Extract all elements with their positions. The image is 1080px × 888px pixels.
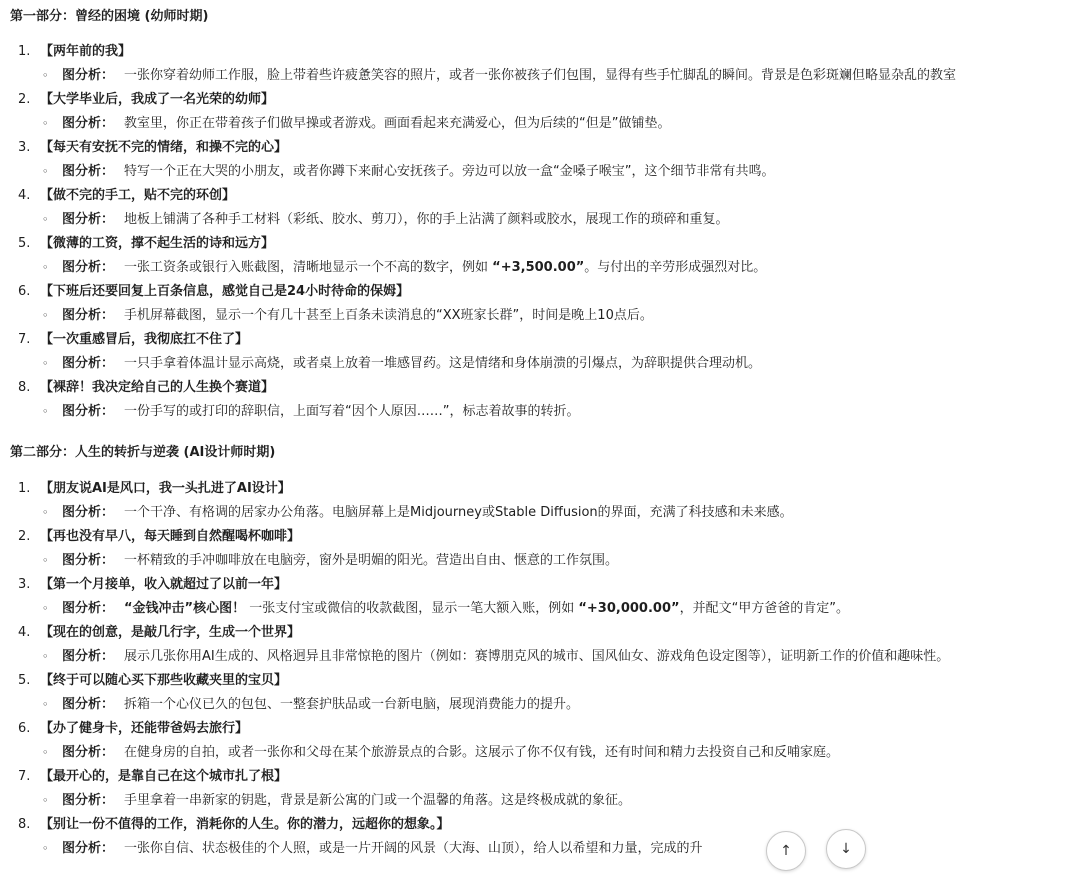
item-title: 【朋友说AI是风口，我一头扎进了AI设计】 [40, 481, 291, 496]
bullet-icon: ◦ [42, 554, 49, 567]
bullet-icon: ◦ [42, 213, 49, 226]
analysis-label: 图分析： [62, 212, 115, 227]
analysis-label: 图分析： [62, 308, 115, 323]
list-item [18, 813, 450, 832]
list-item [18, 184, 235, 203]
analysis-line [42, 837, 703, 856]
bullet-icon: ◦ [42, 357, 49, 370]
analysis-text: 一杯精致的手冲咖啡放在电脑旁，窗外是明媚的阳光。营造出自由、惬意的工作氛围。 [124, 553, 619, 568]
analysis-label: 图分析： [62, 553, 115, 568]
bullet-icon: ◦ [42, 165, 49, 178]
arrow-up-icon: ↑ [780, 843, 792, 859]
analysis-text: 一张你自信、状态极佳的个人照，或是一片开阔的风景（大海、山顶），给人以希望和力量，完成 [124, 841, 677, 856]
item-title: 【大学毕业后，我成了一名光荣的幼师】 [40, 92, 275, 107]
analysis-line [42, 256, 766, 275]
item-number: 1. [18, 44, 31, 59]
highlight-phrase: “金钱冲击”核心图！ [124, 601, 246, 616]
list-item [18, 717, 248, 736]
analysis-text: 一份手写的或打印的辞职信，上面写着“因个人原因……”，标志着故事的转折。 [124, 404, 580, 419]
analysis-line [42, 112, 671, 131]
analysis-line [42, 597, 849, 616]
bullet-icon: ◦ [42, 698, 49, 711]
scroll-down-button[interactable] [826, 829, 866, 869]
item-title: 【最开心的，是靠自己在这个城市扎了根】 [40, 769, 288, 784]
scroll-up-button[interactable] [766, 831, 806, 871]
analysis-text: 特写一个正在大哭的小朋友，或者你蹲下来耐心安抚孩子。旁边可以放一盒“金嗓子喉宝”，这个细节非常有共鸣。 [124, 164, 775, 179]
bullet-icon: ◦ [42, 309, 49, 322]
item-title: 【下班后还要回复上百条信息，感觉自己是24小时待命的保姆】 [40, 284, 410, 299]
analysis-line [42, 208, 729, 227]
item-number: 2. [18, 529, 31, 544]
list-item [18, 669, 287, 688]
analysis-text-tail: 的升 [676, 841, 703, 856]
item-title: 【微薄的工资，撑不起生活的诗和远方】 [40, 236, 275, 251]
list-item [18, 765, 287, 784]
analysis-label: 图分析： [62, 697, 115, 712]
item-number: 7. [18, 332, 31, 347]
list-item [18, 88, 274, 107]
analysis-line [42, 160, 775, 179]
item-number: 4. [18, 625, 31, 640]
list-item [18, 328, 248, 347]
analysis-text: 手里拿着一串新家的钥匙，背景是新公寓的门或一个温馨的角落。这是终极成就的象征。 [124, 793, 632, 808]
bullet-icon: ◦ [42, 602, 49, 615]
bullet-icon: ◦ [42, 69, 49, 82]
analysis-line [42, 549, 618, 568]
analysis-text: 拆箱一个心仪已久的包包、一整套护肤品或一台新电脑，展现消费能力的提升。 [124, 697, 580, 712]
list-item [18, 40, 131, 59]
analysis-label: 图分析： [62, 841, 115, 856]
list-item [18, 477, 291, 496]
bullet-icon: ◦ [42, 794, 49, 807]
analysis-label: 图分析： [62, 164, 115, 179]
section-title-part1: 第一部分：曾经的困境 (幼师时期) [10, 9, 209, 24]
item-number: 8. [18, 817, 31, 832]
arrow-down-icon: ↓ [840, 841, 852, 857]
item-title: 【再也没有早八，每天睡到自然醒喝杯咖啡】 [40, 529, 301, 544]
item-title: 【办了健身卡，还能带爸妈去旅行】 [40, 721, 249, 736]
analysis-text: 展示几张你用AI生成的、风格迥异且非常惊艳的图片（例如：赛博朋克风的城市、国风仙女、游戏角色设定图等），证明新工作的价值和趣味性。 [124, 649, 950, 664]
item-title: 【现在的创意，是敲几行字，生成一个世界】 [40, 625, 301, 640]
item-number: 4. [18, 188, 31, 203]
list-item [18, 232, 274, 251]
analysis-label: 图分析： [62, 404, 115, 419]
bullet-icon: ◦ [42, 261, 49, 274]
analysis-text: 一只手拿着体温计显示高烧，或者桌上放着一堆感冒药。这是情绪和身体崩溃的引爆点，为辞职提供合理动机。 [124, 356, 762, 371]
analysis-label: 图分析： [62, 793, 115, 808]
analysis-line [42, 693, 579, 712]
analysis-text: 一张你穿着幼师工作服，脸上带着些许疲惫笑容的照片，或者一张你被孩子们包围，显得有些手忙脚乱的瞬间。背景是色彩斑斓但略显杂乱的教室 [124, 68, 957, 83]
list-item [18, 376, 274, 395]
analysis-label: 图分析： [62, 356, 115, 371]
item-number: 5. [18, 673, 31, 688]
analysis-text: 地板上铺满了各种手工材料（彩纸、胶水、剪刀），你的手上沾满了颜料或胶水，展现工作的琐碎和重复。 [124, 212, 729, 227]
analysis-line [42, 304, 653, 323]
analysis-text: 教室里，你正在带着孩子们做早操或者游戏。画面看起来充满爱心，但为后续的“但是”做铺垫。 [124, 116, 671, 131]
bullet-icon: ◦ [42, 506, 49, 519]
list-item [18, 573, 287, 592]
analysis-line [42, 501, 793, 520]
item-number: 1. [18, 481, 31, 496]
item-number: 6. [18, 284, 31, 299]
item-title: 【两年前的我】 [40, 44, 132, 59]
analysis-label: 图分析： [62, 601, 115, 616]
item-number: 6. [18, 721, 31, 736]
analysis-line [42, 64, 956, 83]
analysis-line [42, 789, 631, 808]
bullet-icon: ◦ [42, 405, 49, 418]
list-item [18, 621, 300, 640]
item-title: 【别让一份不值得的工作，消耗你的人生。你的潜力，远超你的想象。】 [40, 817, 450, 832]
analysis-line [42, 645, 949, 664]
item-title: 【裸辞！我决定给自己的人生换个赛道】 [40, 380, 275, 395]
bullet-icon: ◦ [42, 842, 49, 855]
analysis-label: 图分析： [62, 745, 115, 760]
item-number: 3. [18, 140, 31, 155]
item-number: 3. [18, 577, 31, 592]
analysis-line [42, 400, 580, 419]
section-title-part2: 第二部分：人生的转折与逆袭 (AI设计师时期) [10, 445, 276, 460]
analysis-text: 一个干净、有格调的居家办公角落。电脑屏幕上是Midjourney或Stable Diffusion的界面，充满了科技感和未来感。 [124, 505, 793, 520]
amount-highlight: “+3,500.00” [492, 260, 585, 275]
bullet-icon: ◦ [42, 117, 49, 130]
analysis-label: 图分析： [62, 505, 115, 520]
analysis-text: 手机屏幕截图，显示一个有几十甚至上百条未读消息的“XX班家长群”，时间是晚上10点后。 [124, 308, 653, 323]
analysis-line [42, 352, 761, 371]
item-number: 2. [18, 92, 31, 107]
item-number: 5. [18, 236, 31, 251]
item-title: 【每天有安抚不完的情绪，和操不完的心】 [40, 140, 288, 155]
item-title: 【一次重感冒后，我彻底扛不住了】 [40, 332, 249, 347]
analysis-text-tail: 。与付出的辛劳形成强烈对比。 [584, 260, 767, 275]
bullet-icon: ◦ [42, 746, 49, 759]
list-item [18, 525, 300, 544]
analysis-label: 图分析： [62, 116, 115, 131]
analysis-text: 在健身房的自拍，或者一张你和父母在某个旅游景点的合影。这展示了你不仅有钱，还有时间和精力去投资自己和反哺家庭。 [124, 745, 840, 760]
analysis-text: 一张工资条或银行入账截图，清晰地显示一个不高的数字，例如 [124, 260, 493, 275]
item-title: 【做不完的手工，贴不完的环创】 [40, 188, 236, 203]
analysis-text: 一张支付宝或微信的收款截图，显示一笔大额入账，例如 [245, 601, 579, 616]
analysis-label: 图分析： [62, 260, 115, 275]
bullet-icon: ◦ [42, 650, 49, 663]
amount-highlight: “+30,000.00” [578, 601, 680, 616]
item-number: 8. [18, 380, 31, 395]
analysis-label: 图分析： [62, 68, 115, 83]
item-title: 【第一个月接单，收入就超过了以前一年】 [40, 577, 288, 592]
analysis-label: 图分析： [62, 649, 115, 664]
analysis-text-tail: ，并配文“甲方爸爸的肯定”。 [679, 601, 850, 616]
item-number: 7. [18, 769, 31, 784]
item-title: 【终于可以随心买下那些收藏夹里的宝贝】 [40, 673, 288, 688]
list-item [18, 136, 287, 155]
list-item [18, 280, 409, 299]
analysis-line [42, 741, 839, 760]
